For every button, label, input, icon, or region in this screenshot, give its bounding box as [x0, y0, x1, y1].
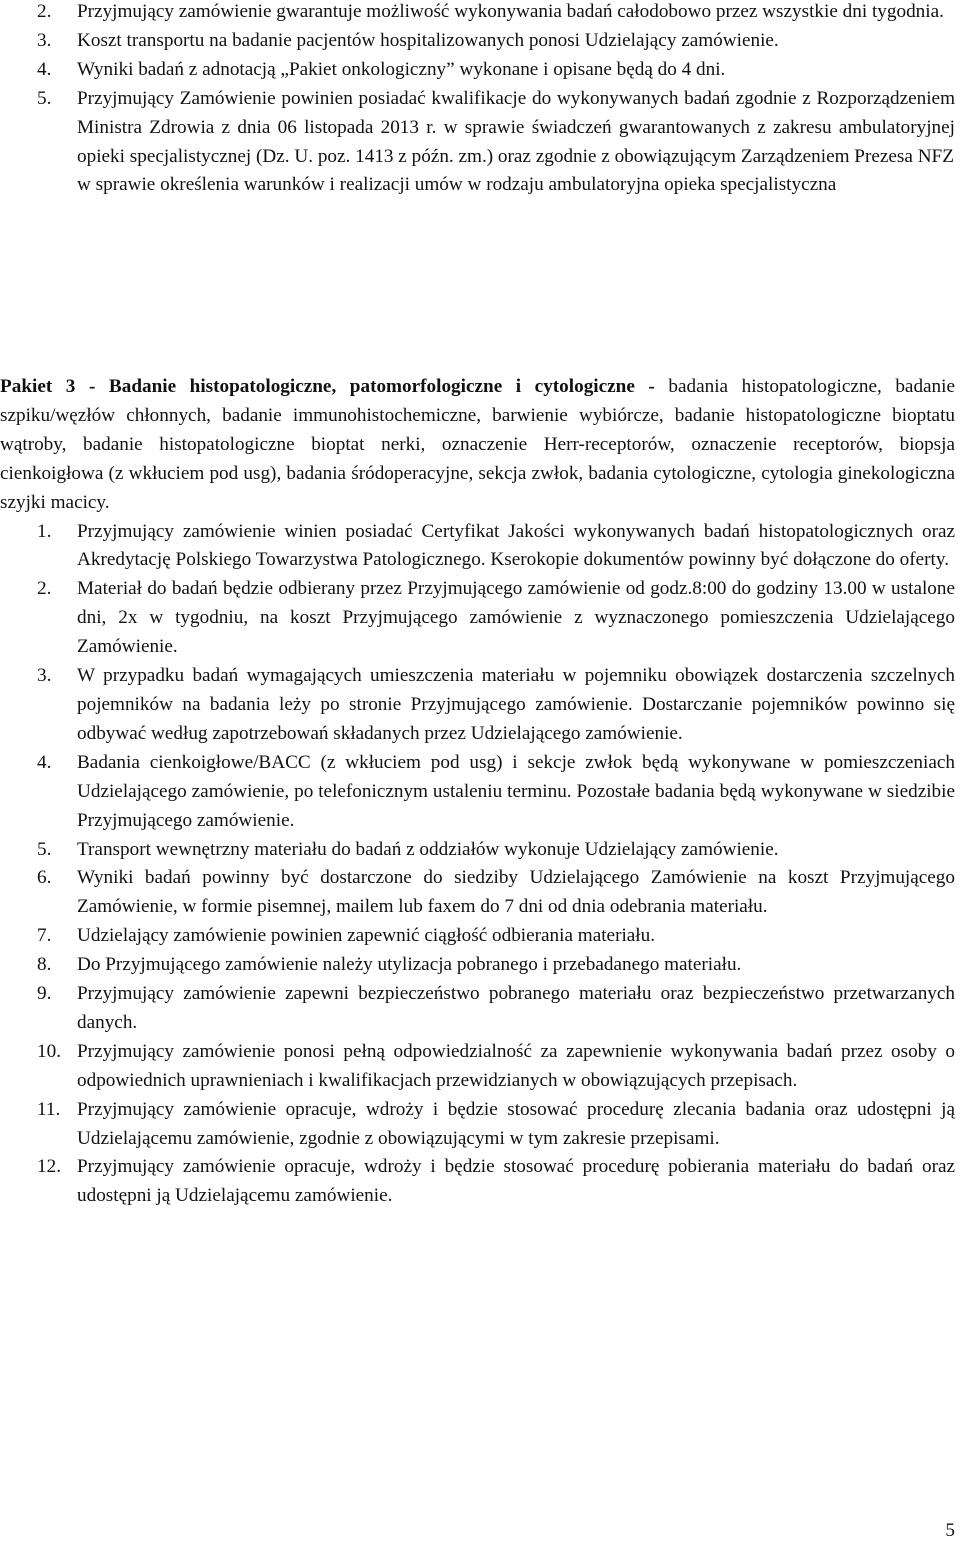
item-text: Przyjmujący zamówienie opracuje, wdroży i będzie stosować procedurę pobierania materiału do badań oraz udostępni ją Udzielającemu zamówienie. — [77, 1156, 955, 1207]
list-item — [0, 1153, 955, 1211]
item-number: 10. — [37, 1040, 61, 1062]
item-number: 3. — [37, 665, 52, 687]
item-text: W przypadku badań wymagających umieszczenia materiału w pojemniku obowiązek dostarczenia szczelnych pojemników na badania leży po stronie Przyjmującego zamówienie. Dostarczanie pojemników powinno się odbywać według zapotrzebowań składanych przez Udzielającego zamówienie. — [77, 665, 955, 744]
item-number: 2. — [37, 1, 52, 22]
item-text: Do Przyjmującego zamówienie należy utylizacja pobranego i przebadanego materiału. — [77, 954, 742, 976]
list-item — [0, 749, 955, 836]
item-continuation: w sprawie określenia warunków i realizacji umów w rodzaju ambulatoryjna opieka specjalistyczna — [77, 174, 837, 196]
list-item — [0, 575, 955, 662]
item-number: 7. — [37, 925, 52, 947]
package-description: badania histopatologiczne, badanie szpiku/węzłów chłonnych, badanie immunohistochemiczne, barwienie wybiórcze, badanie histopatologiczne bioptatu wątroby, badanie histopatologiczne bioptat nerki, oznaczenie Herr-receptorów, oznaczenie receptorów, biopsja cienkoigłowa (z wkłuciem pod usg), badania śródoperacyjne, sekcja zwłok, badania cytologiczne, cytologia ginekologiczna szyjki macicy. — [0, 376, 955, 513]
item-number: 8. — [37, 954, 52, 976]
list-item — [0, 951, 955, 980]
package-intro — [0, 373, 955, 518]
list-item — [0, 836, 955, 865]
list-item — [0, 662, 955, 749]
item-text: Udzielający zamówienie powinien zapewnić ciągłość odbierania materiału. — [77, 925, 656, 947]
item-number: 4. — [37, 751, 52, 773]
item-number: 9. — [37, 983, 52, 1005]
item-text: Transport wewnętrzny materiału do badań z oddziałów wykonuje Udzielający zamówienie. — [77, 838, 779, 860]
list-item — [0, 1038, 955, 1096]
item-number: 11. — [37, 1098, 61, 1120]
item-text: Materiał do badań będzie odbierany przez Przyjmującego zamówienie od godz.8:00 do godziny 13.00 w ustalone dni, 2x w tygodniu, na koszt Przyjmującego zamówienie z wyznaczonego pomieszczenia Udzielającego Zamówienie. — [77, 578, 955, 658]
item-number: 1. — [37, 520, 52, 542]
package-section — [0, 373, 955, 1211]
item-text: Badania cienkoigłowe/BACC (z wkłuciem pod usg) i sekcje zwłok będą wykonywane w pomieszczeniach Udzielającego zamówienie, po telefonicznym ustaleniu terminu. Pozostałe badania będą wykonywane w siedzibie Przyjmującego zamówienie. — [77, 751, 955, 831]
item-number: 12. — [37, 1156, 61, 1178]
item-number: 4. — [37, 58, 52, 80]
list-item — [0, 518, 955, 576]
item-number: 5. — [37, 838, 52, 860]
list-item — [0, 980, 955, 1038]
item-text: Wyniki badań z adnotacją „Pakiet onkologiczny” wykonane i opisane będą do 4 dni. — [77, 58, 726, 80]
item-text: Przyjmujący zamówienie winien posiadać Certyfikat Jakości wykonywanych badań histopatologicznych oraz Akredytację Polskiego Towarzystwa Patologicznego. Kserokopie dokumentów powinny być dołączone do oferty. — [77, 520, 955, 571]
list-item — [0, 922, 955, 951]
item-text: Przyjmujący zamówienie gwarantuje możliwość wykonywania badań całodobowo przez wszystkie dni tygodnia. — [77, 1, 944, 22]
item-text: Koszt transportu na badanie pacjentów hospitalizowanych ponosi Udzielający zamówienie. — [77, 29, 779, 51]
page-number: 5 — [945, 1520, 955, 1541]
list-item — [0, 1096, 955, 1154]
item-text: Przyjmujący zamówienie opracuje, wdroży i będzie stosować procedurę zlecania badania oraz udostępni ją Udzielającemu zamówienie, zgodnie z obowiązującymi w tym zakresie przepisami. — [77, 1098, 955, 1149]
top-numbered-list — [0, 0, 955, 200]
item-number: 2. — [37, 578, 52, 600]
package-title: Pakiet 3 - Badanie histopatologiczne, patomorfologiczne i cytologiczne - — [0, 376, 655, 397]
item-text: Przyjmujący Zamówienie powinien posiadać kwalifikacje do wykonywanych badań zgodnie z Rozporządzeniem Ministra Zdrowia z dnia 06 listopada 2013 r. w sprawie świadczeń gwarantowanych z zakresu ambulatoryjnej opieki specjalistycznej (Dz. U. poz. 1413 z późn. zm.) oraz zgodnie z obowiązującym Zarządzeniem Prezesa NFZ — [77, 87, 955, 167]
item-number: 5. — [37, 87, 52, 109]
item-text: Przyjmujący zamówienie zapewni bezpieczeństwo pobranego materiału oraz bezpieczeństwo przetwarzanych danych. — [77, 983, 955, 1033]
list-item — [0, 56, 955, 85]
item-number: 3. — [37, 29, 52, 51]
list-item — [0, 27, 955, 56]
item-text: Wyniki badań powinny być dostarczone do siedziby Udzielającego Zamówienie na koszt Przyjmującego Zamówienie, w formie pisemnej, mailem lub faxem do 7 dni od dnia odebrania materiału. — [77, 867, 955, 918]
list-item — [0, 85, 955, 172]
package-requirements-list — [0, 518, 955, 1212]
list-item — [0, 864, 955, 922]
list-item — [0, 0, 955, 27]
item-number: 6. — [37, 867, 52, 889]
item-text: Przyjmujący zamówienie ponosi pełną odpowiedzialność za zapewnienie wykonywania badań przez osoby o odpowiednich uprawnieniach i kwalifikacjach przewidzianych w obowiązujących przepisach. — [77, 1040, 955, 1091]
